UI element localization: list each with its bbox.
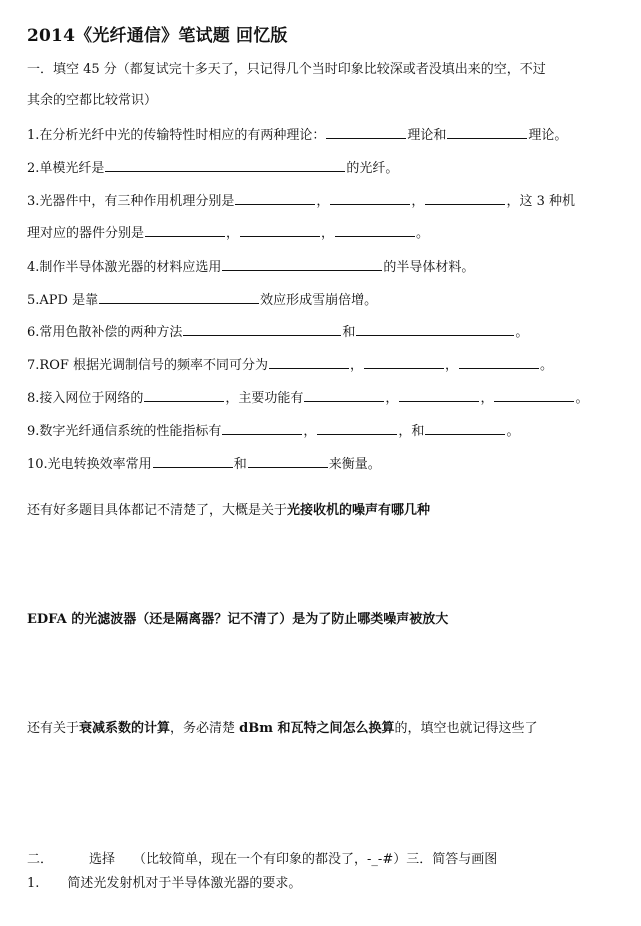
q1-text-c: 理论。: [528, 128, 568, 143]
page-title: 2014《光纤通信》笔试题 回忆版: [27, 26, 288, 46]
q10-text-c: 来衡量。: [328, 457, 381, 472]
q3-sep-1: ，: [316, 194, 330, 209]
q1-text-a: 1.在分析光纤中光的传输特性时相应的有两种理论：: [27, 128, 326, 143]
question-1: [27, 126, 567, 144]
note-3-b: 衰减系数的计算: [79, 721, 171, 736]
q8-text-a: 8.接入网位于网络的: [27, 391, 144, 406]
q6-text-c: 。: [515, 325, 529, 340]
section3-item-1-num: 1.: [27, 876, 40, 891]
q7-sep-2: ，: [445, 358, 459, 373]
q8-sep-2: ，: [480, 391, 494, 406]
q9-text-a: 9.数字光纤通信系统的性能指标有: [27, 424, 222, 439]
question-6: [27, 323, 528, 341]
section2-label: 选择: [89, 852, 116, 867]
question-9: [27, 422, 519, 440]
q3-cont-text-a: 理对应的器件分别是: [27, 226, 145, 241]
section1-heading: [27, 62, 546, 78]
q7-end: 。: [540, 358, 554, 373]
question-8: [27, 389, 588, 407]
q5-blank-1[interactable]: [99, 291, 259, 304]
q3-blank-1[interactable]: [235, 192, 315, 205]
q9-sep-1: ，: [303, 424, 317, 439]
q2-text-b: 的光纤。: [346, 161, 399, 176]
section3-item-1: [27, 876, 301, 892]
q3-cont-end: 。: [416, 226, 430, 241]
note-3-a: 还有关于: [27, 721, 80, 736]
q3-blank-2[interactable]: [330, 192, 410, 205]
q3-cont-blank-3[interactable]: [335, 224, 415, 237]
q3-text-a: 3.光器件中，有三种作用机理分别是: [27, 194, 235, 209]
q3-text-b: ，这 3 种机: [506, 194, 575, 209]
note-1-text: 还有好多题目具体都记不清楚了，大概是关于: [27, 503, 288, 518]
q8-text-b: ，主要功能有: [225, 391, 304, 406]
question-2: [27, 159, 398, 177]
q9-blank-3[interactable]: [425, 422, 505, 435]
q3-sep-2: ，: [411, 194, 425, 209]
q2-text-a: 2.单模光纤是: [27, 161, 105, 176]
note-1: [27, 503, 430, 519]
q5-text-a: 5.APD 是靠: [27, 293, 99, 308]
q8-blank-4[interactable]: [494, 389, 574, 402]
q9-blank-2[interactable]: [317, 422, 397, 435]
q6-blank-1[interactable]: [183, 323, 341, 336]
section1-heading-cont: [27, 93, 157, 109]
question-3-cont: [27, 224, 429, 242]
question-5: [27, 291, 377, 309]
q4-blank-1[interactable]: [222, 258, 382, 271]
note-3-e: 的，填空也就记得这些了: [394, 721, 538, 736]
q3-cont-blank-1[interactable]: [145, 224, 225, 237]
q8-end: 。: [575, 391, 589, 406]
note-1-bold: 光接收机的噪声有哪几种: [287, 503, 431, 518]
q8-blank-1[interactable]: [144, 389, 224, 402]
section3-item-1-text: 简述光发射机对于半导体激光器的要求。: [67, 876, 302, 891]
q10-blank-2[interactable]: [248, 455, 328, 468]
q3-blank-3[interactable]: [425, 192, 505, 205]
q7-text-a: 7.ROF 根据光调制信号的频率不同可分为: [27, 358, 269, 373]
q6-text-a: 6.常用色散补偿的两种方法: [27, 325, 183, 340]
question-3: [27, 192, 575, 210]
q8-blank-3[interactable]: [399, 389, 479, 402]
q4-text-a: 4.制作半导体激光器的材料应选用: [27, 260, 222, 275]
q6-text-b: 和: [342, 325, 356, 340]
question-10: [27, 455, 381, 473]
note-2-bold: EDFA 的光滤波器（还是隔离器？记不清了）是为了防止哪类噪声被放大: [27, 612, 449, 627]
q1-blank-2[interactable]: [447, 126, 527, 139]
q10-blank-1[interactable]: [153, 455, 233, 468]
q8-blank-2[interactable]: [304, 389, 384, 402]
q6-blank-2[interactable]: [356, 323, 514, 336]
q10-text-b: 和: [233, 457, 247, 472]
q7-blank-3[interactable]: [459, 356, 539, 369]
note-3-c: ，务必清楚: [170, 721, 240, 736]
section2-text: （比较简单，现在一个有印象的都没了，-_-#）三．简答与画图: [133, 852, 498, 867]
section1-heading-text: 一．填空 45 分（都复试完十多天了，只记得几个当时印象比较深或者没填出来的空，不过: [27, 62, 546, 77]
section1-heading-cont-text: 其余的空都比较常识）: [27, 93, 158, 108]
q1-text-b: 理论和: [407, 128, 447, 143]
q8-sep-1: ，: [385, 391, 399, 406]
q9-text-b: ，和: [398, 424, 425, 439]
note-3-d: dBm 和瓦特之间怎么换算: [239, 721, 395, 736]
note-3: [27, 721, 538, 737]
section2-num: 二．: [27, 852, 54, 867]
q4-text-b: 的半导体材料。: [383, 260, 475, 275]
q3-cont-blank-2[interactable]: [240, 224, 320, 237]
q7-sep-1: ，: [350, 358, 364, 373]
q2-blank-1[interactable]: [105, 159, 345, 172]
note-2: [27, 612, 448, 628]
question-4: [27, 258, 474, 276]
q7-blank-1[interactable]: [269, 356, 349, 369]
q10-text-a: 10.光电转换效率常用: [27, 457, 152, 472]
q7-blank-2[interactable]: [364, 356, 444, 369]
section2-heading: [27, 852, 497, 868]
q3-cont-sep-1: ，: [226, 226, 240, 241]
q9-end: 。: [506, 424, 520, 439]
q3-cont-sep-2: ，: [321, 226, 335, 241]
q5-text-b: 效应形成雪崩倍增。: [260, 293, 378, 308]
q1-blank-1[interactable]: [326, 126, 406, 139]
q9-blank-1[interactable]: [222, 422, 302, 435]
question-7: [27, 356, 553, 374]
